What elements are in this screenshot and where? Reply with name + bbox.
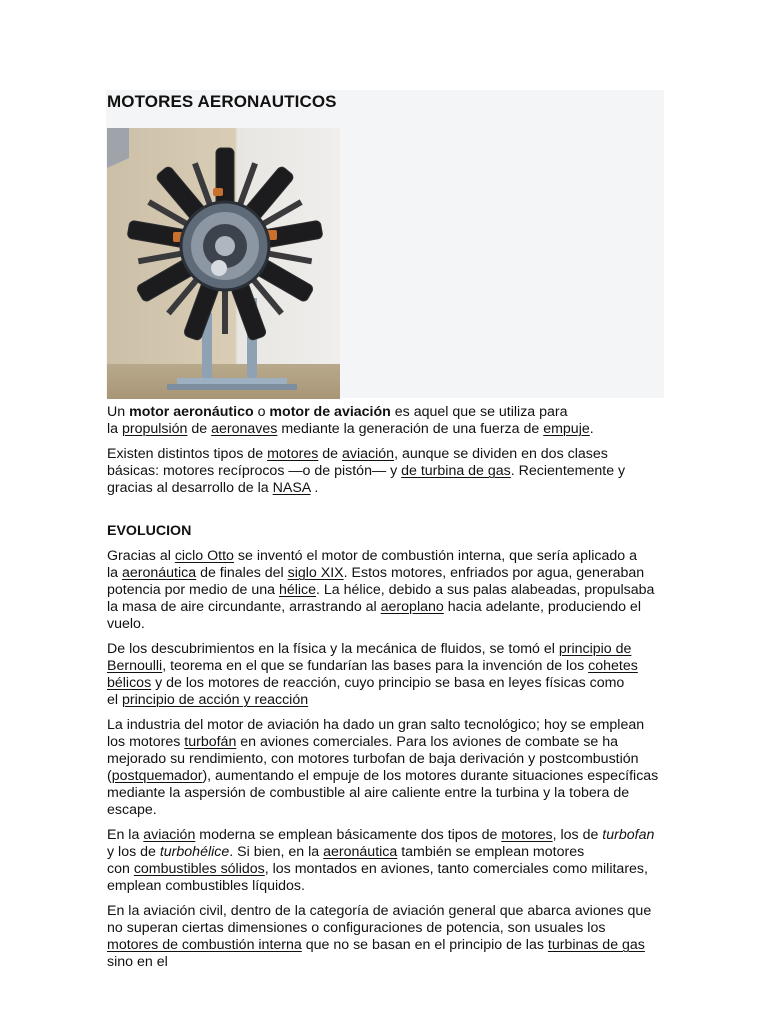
evolution-paragraph-1: [107, 548, 659, 633]
link-aeronaves[interactable]: aeronaves: [211, 421, 278, 437]
text-run: ), aumentando el empuje de los motores durante situaciones específicas mediante la aspersión de combustible al aire caliente entre la turbina y la tobera de escape.: [107, 768, 659, 818]
link-nasa[interactable]: NASA: [272, 480, 311, 496]
text-run: en aviones comerciales. Para los aviones de combate se ha mejorado su rendimiento, con motores turbofan de baja derivación y postcombustión (: [107, 734, 639, 784]
text-run: y de los motores de reacción, cuyo principio se basa en leyes físicas como: [151, 675, 625, 691]
text-run: La industria del motor de aviación ha dado un gran salto tecnológico; hoy se emplean los motores: [107, 717, 645, 750]
text-run: se inventó el motor de combustión interna, que sería aplicado a: [233, 548, 637, 564]
text-run: mediante la generación de una fuerza de: [277, 421, 544, 437]
text-run: .: [589, 421, 594, 437]
radial-engine-illustration: [107, 128, 340, 399]
link-motores[interactable]: motores: [267, 446, 319, 462]
text-run: . Si bien, en la: [229, 844, 324, 860]
link-empuje[interactable]: empuje: [543, 421, 590, 437]
text-run: . Estos motores, enfriados por agua, generaban potencia por medio de una: [107, 565, 645, 598]
text-run: de: [187, 421, 212, 437]
text-run: es aquel que se utiliza para: [390, 404, 568, 420]
link-aviacion[interactable]: aviación: [143, 827, 196, 843]
link-aeronautica[interactable]: aeronáutica: [121, 565, 197, 581]
link-aeroplano[interactable]: aeroplano: [380, 599, 444, 615]
link-propulsion[interactable]: propulsión: [121, 421, 188, 437]
link-cohetes-belicos[interactable]: cohetes bélicos: [107, 658, 638, 691]
text-run: con: [107, 861, 134, 877]
text-run: En la aviación civil, dentro de la categoría de aviación general que abarca aviones que no superan ciertas dimensiones o configuraciones de potencia, son usuales los: [107, 903, 652, 936]
intro-paragraph-1: [107, 404, 659, 438]
text-run: De los descubrimientos en la física y la mecánica de fluidos, se tomó el: [107, 641, 559, 657]
text-run: que no se basan en el principio de las: [301, 937, 548, 953]
text-run: y los de: [107, 844, 160, 860]
text-run: , teorema en el que se fundarían las bases para la invención de los: [162, 658, 589, 674]
text-run: el: [107, 692, 122, 708]
evolution-paragraph-2: [107, 641, 659, 709]
text-run: Gracias al: [107, 548, 175, 564]
link-combustibles-solidos[interactable]: combustibles sólidos: [133, 861, 265, 877]
text-run: . Recientemente y gracias al desarrollo de la: [107, 463, 626, 496]
section-heading: EVOLUCION: [107, 523, 192, 539]
italic-term: turbohélice: [159, 844, 230, 860]
text-run: En la: [107, 827, 144, 843]
bold-term: motor de aviación: [269, 404, 391, 420]
bold-term: motor aeronáutico: [129, 404, 254, 420]
link-ciclo-otto[interactable]: ciclo Otto: [174, 548, 234, 564]
link-turbofan[interactable]: turbofán: [184, 734, 237, 750]
text-run: , los de: [552, 827, 603, 843]
text-run: hacia adelante, produciendo el vuelo.: [107, 599, 641, 632]
link-aeronautica[interactable]: aeronáutica: [323, 844, 398, 860]
link-turbinas-de-gas[interactable]: turbinas de gas: [547, 937, 645, 953]
link-motores[interactable]: motores: [501, 827, 553, 843]
engine-photo: [107, 128, 340, 399]
link-siglo-xix[interactable]: siglo XIX: [287, 565, 344, 581]
text-run: Un: [107, 404, 130, 420]
text-run: también se emplean motores: [397, 844, 585, 860]
evolution-paragraph-4: [107, 827, 659, 895]
text-run: moderna se emplean básicamente dos tipos de: [195, 827, 502, 843]
text-run: Existen distintos tipos de: [107, 446, 268, 462]
link-postquemador[interactable]: postquemador: [111, 768, 203, 784]
link-accion-y-reaccion[interactable]: principio de acción y reacción: [121, 692, 309, 708]
evolution-paragraph-5: [107, 903, 659, 971]
evolution-paragraph-3: [107, 717, 659, 819]
italic-term: turbofan: [602, 827, 655, 843]
intro-paragraph-2: [107, 446, 659, 497]
text-run: , aunque se dividen en dos clases básicas: motores recíprocos —o de pistón— y: [107, 446, 608, 479]
link-helice[interactable]: hélice: [278, 582, 317, 598]
link-principio-de-bernoulli[interactable]: principio de Bernoulli: [107, 641, 632, 674]
text-run: .: [310, 480, 319, 496]
link-motores-combustion-interna[interactable]: motores de combustión interna: [107, 937, 302, 953]
text-run: de finales del: [196, 565, 288, 581]
link-turbina-de-gas[interactable]: de turbina de gas: [401, 463, 511, 479]
text-run: . La hélice, debido a sus palas alabeadas, propulsaba la masa de aire circundante, arrastrando al: [107, 582, 655, 615]
page-title: MOTORES AERONAUTICOS: [107, 92, 337, 111]
article-body: [107, 404, 659, 979]
text-run: la: [107, 565, 122, 581]
text-run: sino en el: [107, 954, 168, 970]
text-run: la: [107, 421, 122, 437]
text-run: o: [253, 404, 270, 420]
link-aviacion[interactable]: aviación: [342, 446, 395, 462]
text-run: , los montados en aviones, tanto comerciales como militares, emplean combustibles líquidos.: [107, 861, 648, 894]
text-run: de: [318, 446, 343, 462]
